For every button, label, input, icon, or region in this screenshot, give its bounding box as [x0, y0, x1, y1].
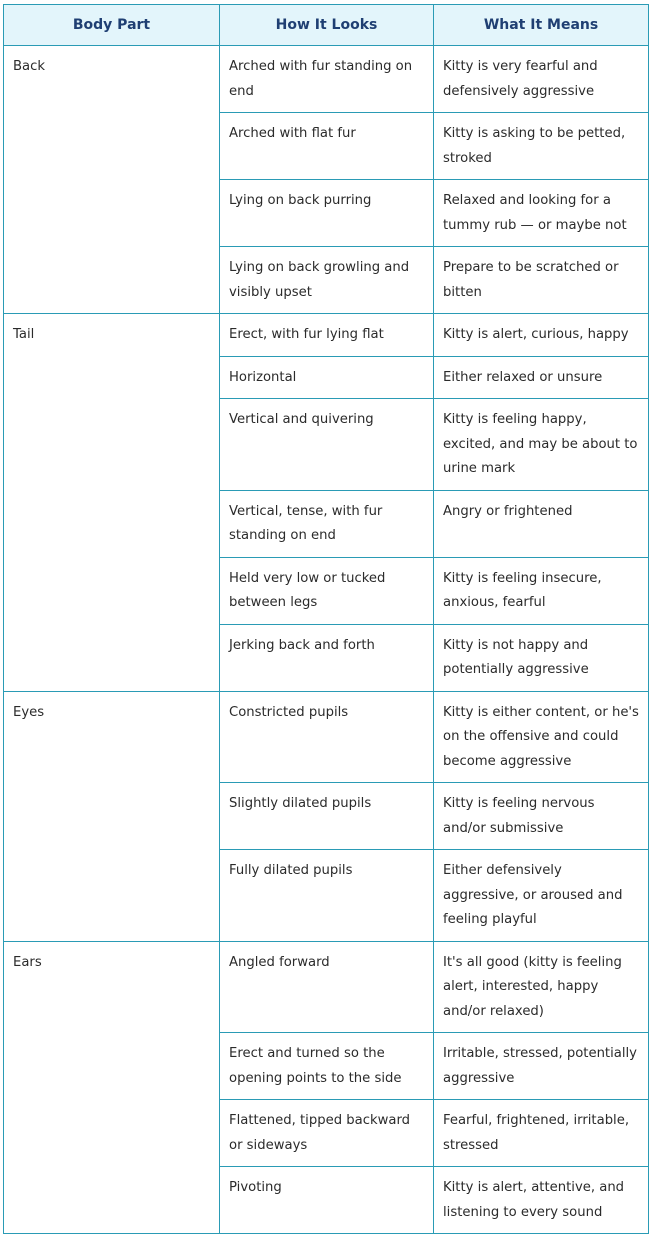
header-what-it-means: What It Means: [434, 5, 649, 46]
looks-cell: Horizontal: [220, 356, 434, 399]
looks-cell: Slightly dilated pupils: [220, 783, 434, 850]
means-cell: Kitty is alert, attentive, and listening to every sound: [434, 1167, 649, 1234]
means-cell: Kitty is feeling happy, excited, and may be about to urine mark: [434, 399, 649, 491]
looks-cell: Pivoting: [220, 1167, 434, 1234]
header-row: [4, 5, 649, 46]
looks-cell: Angled forward: [220, 941, 434, 1033]
means-cell: Either relaxed or unsure: [434, 356, 649, 399]
looks-cell: Lying on back purring: [220, 180, 434, 247]
means-cell: Either defensively aggressive, or aroused and feeling playful: [434, 850, 649, 942]
body-part-back: Back: [4, 46, 220, 314]
means-cell: Kitty is not happy and potentially aggressive: [434, 624, 649, 691]
means-cell: Kitty is feeling insecure, anxious, fearful: [434, 557, 649, 624]
means-cell: Prepare to be scratched or bitten: [434, 247, 649, 314]
means-cell: Kitty is very fearful and defensively aggressive: [434, 46, 649, 113]
table-row: [4, 46, 649, 113]
means-cell: Kitty is feeling nervous and/or submissive: [434, 783, 649, 850]
means-cell: Angry or frightened: [434, 490, 649, 557]
looks-cell: Held very low or tucked between legs: [220, 557, 434, 624]
looks-cell: Lying on back growling and visibly upset: [220, 247, 434, 314]
means-cell: It's all good (kitty is feeling alert, interested, happy and/or relaxed): [434, 941, 649, 1033]
looks-cell: Erect, with fur lying flat: [220, 314, 434, 357]
means-cell: Relaxed and looking for a tummy rub — or maybe not: [434, 180, 649, 247]
means-cell: Fearful, frightened, irritable, stressed: [434, 1100, 649, 1167]
looks-cell: Vertical and quivering: [220, 399, 434, 491]
means-cell: Kitty is either content, or he's on the offensive and could become aggressive: [434, 691, 649, 783]
table-row: [4, 941, 649, 1033]
looks-cell: Fully dilated pupils: [220, 850, 434, 942]
means-cell: Kitty is alert, curious, happy: [434, 314, 649, 357]
body-part-tail: Tail: [4, 314, 220, 692]
body-language-table: [3, 4, 649, 1234]
table-header: [4, 5, 649, 46]
table-body: [4, 46, 649, 1234]
looks-cell: Flattened, tipped backward or sideways: [220, 1100, 434, 1167]
body-part-ears: Ears: [4, 941, 220, 1234]
header-how-it-looks: How It Looks: [220, 5, 434, 46]
body-language-table-container: [3, 4, 648, 1234]
header-body-part: Body Part: [4, 5, 220, 46]
looks-cell: Erect and turned so the opening points to the side: [220, 1033, 434, 1100]
looks-cell: Jerking back and forth: [220, 624, 434, 691]
looks-cell: Constricted pupils: [220, 691, 434, 783]
means-cell: Kitty is asking to be petted, stroked: [434, 113, 649, 180]
body-part-eyes: Eyes: [4, 691, 220, 941]
means-cell: Irritable, stressed, potentially aggressive: [434, 1033, 649, 1100]
table-row: [4, 314, 649, 357]
looks-cell: Arched with flat fur: [220, 113, 434, 180]
table-row: [4, 691, 649, 783]
looks-cell: Vertical, tense, with fur standing on end: [220, 490, 434, 557]
looks-cell: Arched with fur standing on end: [220, 46, 434, 113]
